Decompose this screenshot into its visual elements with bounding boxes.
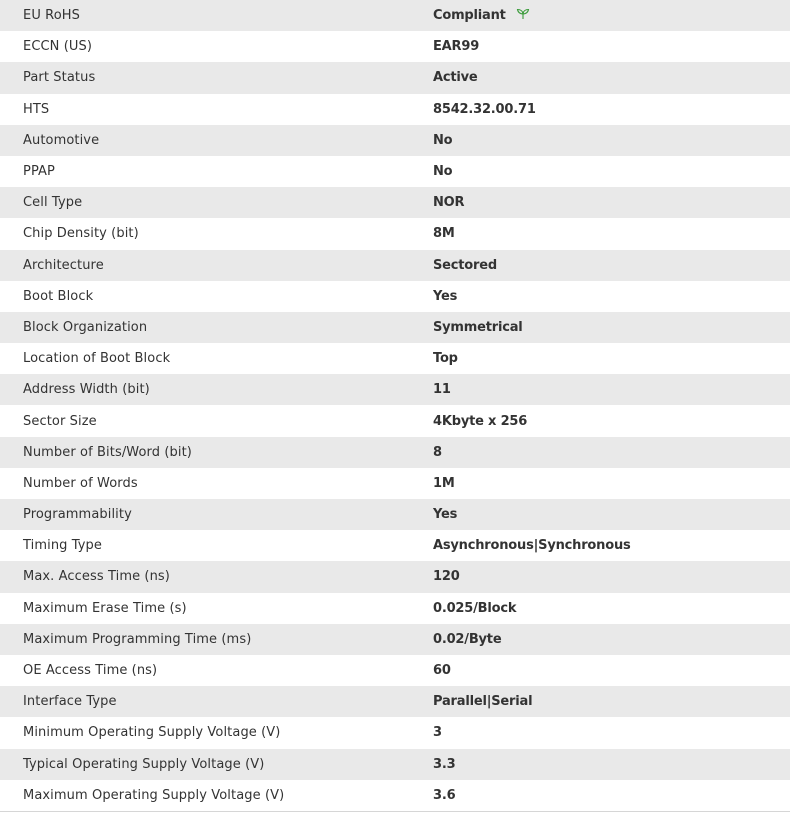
spec-value: 0.025/Block	[433, 600, 517, 616]
spec-row-architecture	[0, 250, 790, 281]
spec-row-block-organization	[0, 312, 790, 343]
spec-value: 4Kbyte x 256	[433, 413, 528, 429]
spec-label: HTS	[23, 101, 50, 117]
spec-value: Asynchronous|Synchronous	[433, 538, 631, 554]
spec-value: EAR99	[433, 39, 480, 55]
spec-label: Maximum Erase Time (s)	[23, 600, 187, 616]
spec-row-max-access-time	[0, 561, 790, 592]
spec-row-bits-per-word	[0, 437, 790, 468]
spec-label: Typical Operating Supply Voltage (V)	[23, 756, 265, 772]
spec-value: 3.6	[433, 787, 456, 803]
spec-row-programmability	[0, 499, 790, 530]
spec-value: Sectored	[433, 257, 497, 273]
spec-label: Location of Boot Block	[23, 351, 171, 367]
spec-row-automotive	[0, 125, 790, 156]
spec-row-timing-type	[0, 530, 790, 561]
spec-value: 120	[433, 569, 460, 585]
spec-row-hts	[0, 94, 790, 125]
spec-label: ECCN (US)	[23, 39, 93, 55]
spec-value: NOR	[433, 195, 465, 211]
spec-label: Programmability	[23, 507, 132, 523]
spec-row-max-erase-time	[0, 593, 790, 624]
spec-row-boot-block-location	[0, 343, 790, 374]
spec-row-cell-type	[0, 187, 790, 218]
spec-value: Symmetrical	[433, 319, 523, 335]
spec-row-chip-density	[0, 218, 790, 249]
spec-value: No	[433, 132, 453, 148]
spec-label: PPAP	[23, 164, 55, 180]
spec-row-min-supply-voltage	[0, 717, 790, 748]
spec-row-eccn	[0, 31, 790, 62]
spec-label: Interface Type	[23, 694, 117, 710]
spec-label: Part Status	[23, 70, 96, 86]
spec-label: Address Width (bit)	[23, 382, 150, 398]
spec-value: Yes	[433, 507, 458, 523]
spec-value: Compliant	[433, 8, 506, 24]
spec-value-cell	[433, 0, 790, 31]
spec-value: 0.02/Byte	[433, 631, 502, 647]
spec-row-number-of-words	[0, 468, 790, 499]
spec-value: Top	[433, 351, 458, 367]
spec-value: 1M	[433, 475, 455, 491]
spec-label: Timing Type	[23, 538, 103, 554]
spec-value: 3.3	[433, 756, 456, 772]
spec-label: Number of Words	[23, 475, 138, 491]
spec-label: Number of Bits/Word (bit)	[23, 444, 192, 460]
table-bottom-divider	[0, 811, 790, 812]
spec-value: 3	[433, 725, 442, 741]
spec-label: EU RoHS	[23, 8, 80, 24]
spec-label: Sector Size	[23, 413, 97, 429]
spec-label: Minimum Operating Supply Voltage (V)	[23, 725, 281, 741]
leaf-icon	[516, 8, 530, 20]
spec-row-max-supply-voltage	[0, 780, 790, 811]
spec-row-part-status	[0, 62, 790, 93]
spec-label: Maximum Operating Supply Voltage (V)	[23, 787, 285, 803]
spec-row-oe-access-time	[0, 655, 790, 686]
spec-value: 8542.32.00.71	[433, 101, 536, 117]
spec-label: Boot Block	[23, 288, 94, 304]
spec-value: Parallel|Serial	[433, 694, 533, 710]
spec-row-max-programming-time	[0, 624, 790, 655]
spec-label: Cell Type	[23, 195, 83, 211]
spec-label: Max. Access Time (ns)	[23, 569, 170, 585]
spec-row-boot-block	[0, 281, 790, 312]
spec-label: Maximum Programming Time (ms)	[23, 631, 252, 647]
spec-label: Chip Density (bit)	[23, 226, 139, 242]
spec-row-sector-size	[0, 405, 790, 436]
spec-label: OE Access Time (ns)	[23, 663, 158, 679]
spec-label: Block Organization	[23, 319, 148, 335]
spec-value: 11	[433, 382, 451, 398]
spec-value: 60	[433, 663, 451, 679]
spec-row-typ-supply-voltage	[0, 749, 790, 780]
spec-value: Active	[433, 70, 478, 86]
spec-label: Architecture	[23, 257, 104, 273]
spec-value: 8M	[433, 226, 455, 242]
spec-value: No	[433, 164, 453, 180]
spec-row-address-width	[0, 374, 790, 405]
spec-label: Automotive	[23, 132, 100, 148]
spec-row-interface-type	[0, 686, 790, 717]
spec-row-eu-rohs	[0, 0, 790, 31]
spec-row-ppap	[0, 156, 790, 187]
spec-value: 8	[433, 444, 442, 460]
spec-value: Yes	[433, 288, 458, 304]
